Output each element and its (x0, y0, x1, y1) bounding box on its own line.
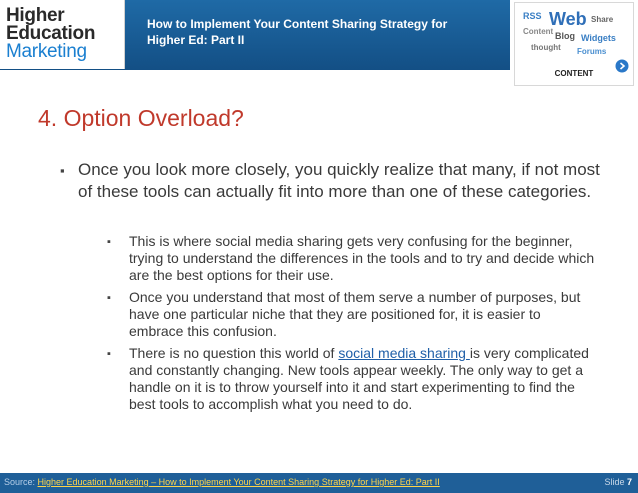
sub-point-text: There is no question this world of (129, 345, 339, 361)
slide-heading: 4. Option Overload? (38, 105, 244, 131)
logo[interactable] (0, 0, 125, 69)
cloud-word: RSS (523, 11, 542, 21)
bullet-square: ▪ (60, 163, 65, 178)
slide-label: Slide (604, 477, 627, 487)
logo-word-1: Higher (6, 5, 65, 26)
logo-word-3: Marketing (6, 41, 87, 62)
list-item (107, 233, 597, 284)
logo-word-2: Education (6, 23, 96, 44)
list-item (107, 289, 597, 340)
sub-point-text: This is where social media sharing gets very confusing for the beginner, trying to understand the differences in the tools and to try and decide which are the best options for their use. (129, 233, 595, 283)
source-label: Source: (4, 477, 38, 487)
footer-bar (0, 473, 638, 493)
sub-point-list (107, 233, 597, 418)
list-item (107, 345, 597, 413)
bullet-square: ▪ (107, 292, 111, 304)
thumbnail-caption: CONTENT (554, 69, 594, 78)
word-cloud (521, 9, 627, 61)
chevron-right-icon (615, 59, 629, 73)
main-point: Once you look more closely, you quickly realize that many, if not most of these tools can actually fit into more than one of these categories. (78, 160, 600, 201)
cloud-word: Blog (555, 31, 575, 41)
cloud-word: Share (591, 15, 614, 24)
source-link[interactable]: Higher Education Marketing – How to Implement Your Content Sharing Strategy for Higher Ed: Part II (37, 477, 440, 487)
cloud-word: Content (523, 27, 554, 36)
slide-number-value: 7 (626, 477, 632, 487)
slide-number (604, 477, 632, 487)
cloud-word: Forums (577, 47, 607, 56)
page-title: How to Implement Your Content Sharing Strategy for Higher Ed: Part II (147, 17, 448, 47)
cloud-word: Web (549, 9, 587, 29)
bullet-square: ▪ (107, 236, 111, 248)
content-thumbnail (514, 2, 634, 86)
cloud-word: thought (531, 43, 561, 52)
bullet-square: ▪ (107, 348, 111, 360)
cloud-word: Widgets (581, 33, 616, 43)
social-media-sharing-link[interactable]: social media sharing (338, 345, 470, 361)
sub-point-text: is very complicated and constantly changing. New tools appear weekly. The only way to get a handle on it is to throw yourself into it and start experimenting to find the best tools to accomplish what you need to do. (129, 345, 589, 412)
sub-point-text: Once you understand that most of them serve a number of purposes, but have one particular niche that they are positioned for, it is easier to embrace this confusion. (129, 289, 581, 339)
footer-source (4, 477, 440, 487)
